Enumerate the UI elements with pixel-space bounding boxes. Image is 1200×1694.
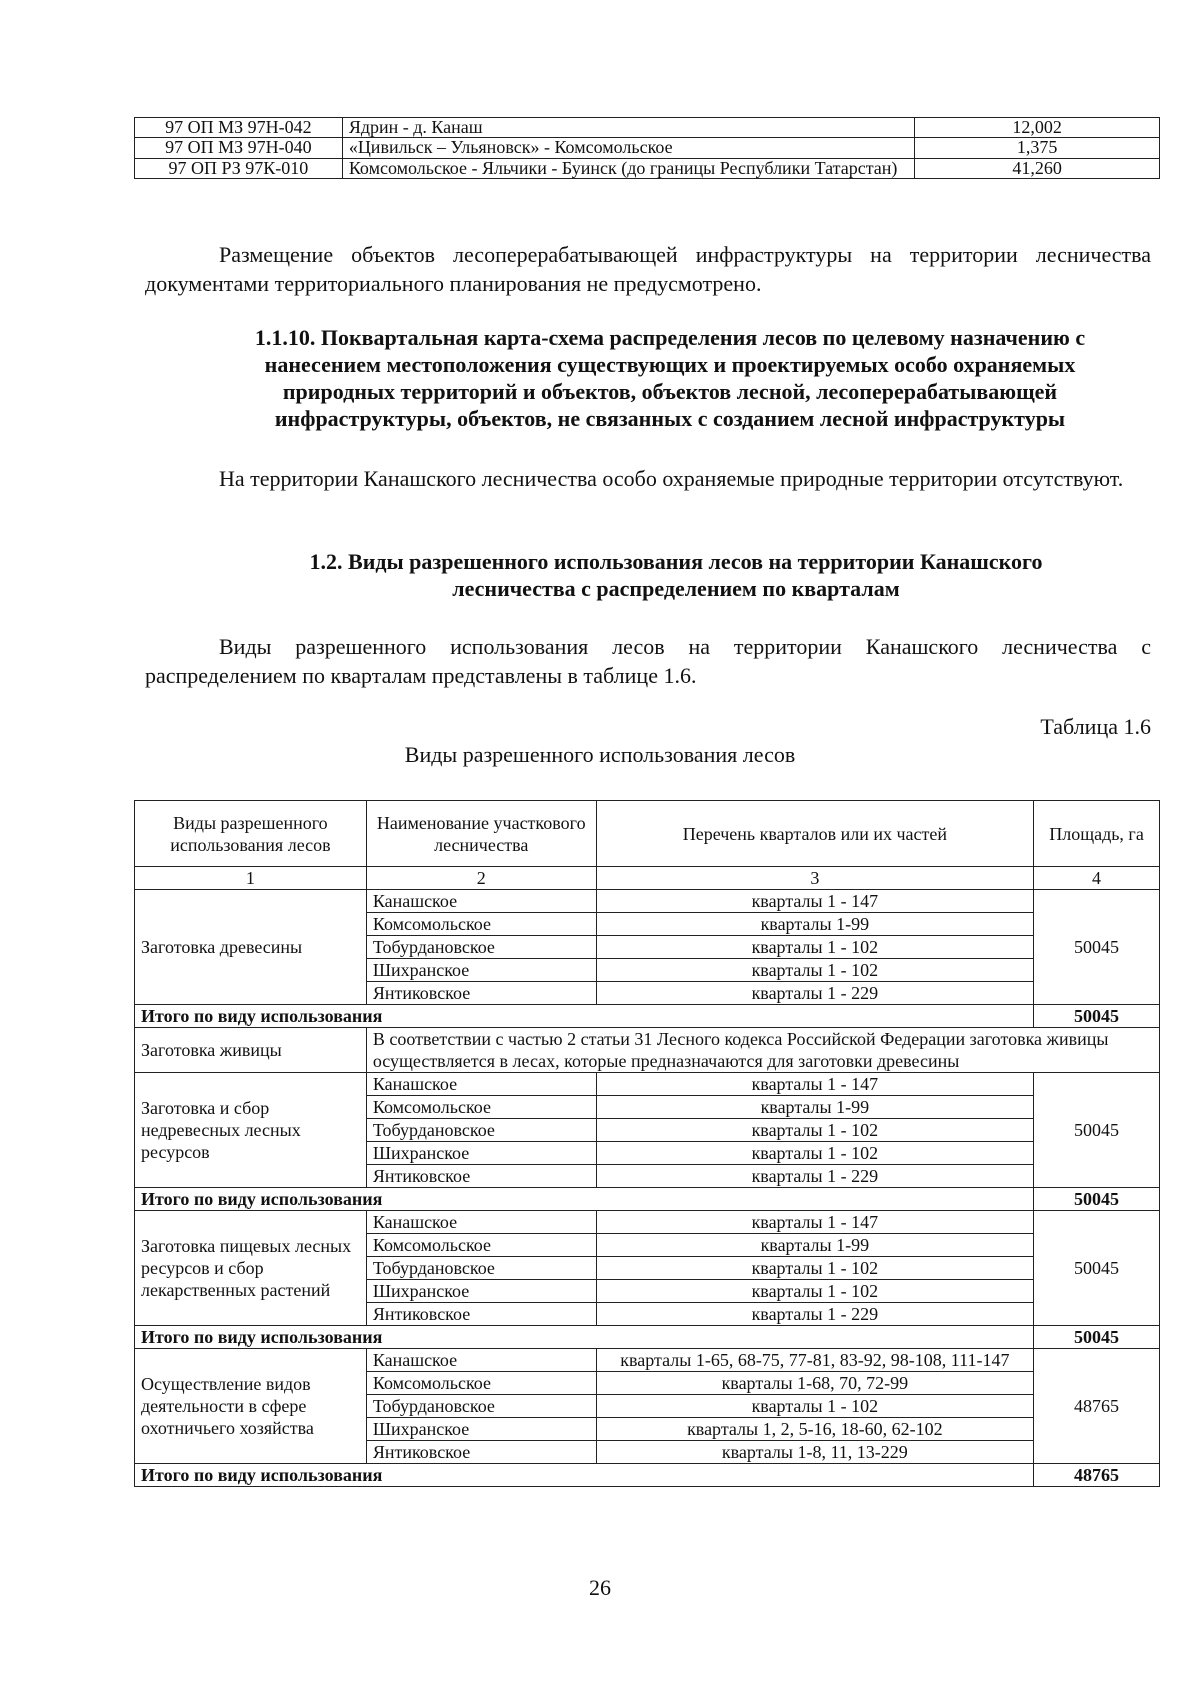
road-length: 12,002	[915, 118, 1160, 138]
road-row	[135, 138, 1160, 158]
total-row	[135, 1188, 1160, 1211]
heading-1-2	[260, 548, 1092, 602]
quarters-list: кварталы 1 - 229	[596, 982, 1033, 1005]
heading-line: природных территорий и объектов, объектов лесной, лесоперерабатывающей	[282, 379, 1058, 404]
forestry-name: Тобурдановское	[366, 936, 596, 959]
paragraph-table-intro: Виды разрешенного использования лесов на территории Канашского лесничества с распределением по кварталам представлены в таблице 1.6.	[145, 634, 1151, 688]
total-row	[135, 1326, 1160, 1349]
quarters-list: кварталы 1 - 102	[596, 959, 1033, 982]
column-header: Перечень кварталов или их частей	[596, 801, 1033, 867]
column-header: Площадь, га	[1034, 801, 1160, 867]
forestry-name: Комсомольское	[366, 913, 596, 936]
forestry-name: Шихранское	[366, 959, 596, 982]
road-length: 41,260	[915, 158, 1160, 178]
area-value: 50045	[1034, 890, 1160, 1005]
table-label: Таблица 1.6	[1040, 714, 1151, 739]
use-note: В соответствии с частью 2 статьи 31 Лесного кодекса Российской Федерации заготовка живицы осуществляется в лесах, которые предназначаются для заготовки древесины	[366, 1028, 1159, 1073]
roads-table	[134, 117, 1160, 179]
quarters-list: кварталы 1 - 147	[596, 890, 1033, 913]
total-label: Итого по виду использования	[135, 1005, 1034, 1028]
column-number: 2	[366, 867, 596, 890]
forestry-name: Янтиковское	[366, 982, 596, 1005]
quarters-list: кварталы 1-8, 11, 13-229	[596, 1441, 1033, 1464]
total-label: Итого по виду использования	[135, 1188, 1034, 1211]
column-number: 4	[1034, 867, 1160, 890]
quarters-list: кварталы 1, 2, 5-16, 18-60, 62-102	[596, 1418, 1033, 1441]
quarters-list: кварталы 1 - 102	[596, 1395, 1033, 1418]
page-number: 26	[589, 1575, 611, 1600]
column-number-row	[135, 867, 1160, 890]
paragraph-protected-areas: На территории Канашского лесничества особо охраняемые природные территории отсутствуют.	[219, 466, 1124, 491]
use-type: Заготовка живицы	[135, 1028, 367, 1073]
use-type: Заготовка пищевых лесных ресурсов и сбор лекарственных растений	[135, 1211, 367, 1326]
quarters-list: кварталы 1-68, 70, 72-99	[596, 1372, 1033, 1395]
heading-line: инфраструктуры, объектов, не связанных с созданием лесной инфраструктуры	[274, 406, 1066, 431]
quarters-list: кварталы 1 - 147	[596, 1073, 1033, 1096]
forestry-name: Шихранское	[366, 1280, 596, 1303]
quarters-list: кварталы 1-99	[596, 1096, 1033, 1119]
forestry-name: Канашское	[366, 890, 596, 913]
use-type: Осуществление видов деятельности в сфере охотничьего хозяйства	[135, 1349, 367, 1464]
column-header: Виды разрешенного использования лесов	[135, 801, 367, 867]
forestry-name: Янтиковское	[366, 1441, 596, 1464]
heading-line: лесничества с распределением по кварталам	[452, 576, 900, 601]
quarters-list: кварталы 1 - 102	[596, 936, 1033, 959]
forestry-name: Комсомольское	[366, 1096, 596, 1119]
heading-1-1-10	[190, 324, 1150, 432]
heading-line: 1.2. Виды разрешенного использования лесов на территории Канашского	[309, 549, 1043, 574]
road-length: 1,375	[915, 138, 1160, 158]
quarters-list: кварталы 1 - 102	[596, 1142, 1033, 1165]
heading-line: нанесением местоположения существующих и проектируемых особо охраняемых	[264, 352, 1076, 377]
quarters-list: кварталы 1-99	[596, 1234, 1033, 1257]
quarters-list: кварталы 1 - 229	[596, 1165, 1033, 1188]
road-name: Ядрин - д. Канаш	[342, 118, 914, 138]
area-value: 50045	[1034, 1211, 1160, 1326]
forestry-name: Шихранское	[366, 1418, 596, 1441]
table-title: Виды разрешенного использования лесов	[404, 742, 796, 767]
total-value: 50045	[1034, 1005, 1160, 1028]
total-row	[135, 1464, 1160, 1487]
table-header-row	[135, 801, 1160, 867]
quarters-list: кварталы 1 - 102	[596, 1257, 1033, 1280]
forestry-name: Янтиковское	[366, 1303, 596, 1326]
use-type: Заготовка древесины	[135, 890, 367, 1005]
road-code: 97 ОП РЗ 97К-010	[135, 158, 343, 178]
forestry-name: Тобурдановское	[366, 1395, 596, 1418]
quarters-list: кварталы 1 - 102	[596, 1119, 1033, 1142]
table-row	[135, 890, 1160, 913]
forestry-name: Тобурдановское	[366, 1257, 596, 1280]
paragraph-infrastructure: Размещение объектов лесоперерабатывающей инфраструктуры на территории лесничества документами территориального планирования не предусмотрено.	[145, 242, 1151, 296]
road-code: 97 ОП МЗ 97Н-042	[135, 118, 343, 138]
quarters-list: кварталы 1 - 229	[596, 1303, 1033, 1326]
forestry-name: Канашское	[366, 1211, 596, 1234]
forestry-name: Тобурдановское	[366, 1119, 596, 1142]
total-value: 50045	[1034, 1326, 1160, 1349]
forestry-name: Канашское	[366, 1349, 596, 1372]
forestry-name: Янтиковское	[366, 1165, 596, 1188]
forestry-name: Комсомольское	[366, 1234, 596, 1257]
use-note-row	[135, 1028, 1160, 1073]
column-number: 1	[135, 867, 367, 890]
area-value: 48765	[1034, 1349, 1160, 1464]
quarters-list: кварталы 1 - 147	[596, 1211, 1033, 1234]
road-name: «Цивильск – Ульяновск» - Комсомольское	[342, 138, 914, 158]
quarters-list: кварталы 1-99	[596, 913, 1033, 936]
quarters-list: кварталы 1 - 102	[596, 1280, 1033, 1303]
table-row	[135, 1073, 1160, 1096]
road-row	[135, 118, 1160, 138]
total-label: Итого по виду использования	[135, 1464, 1034, 1487]
column-number: 3	[596, 867, 1033, 890]
road-row	[135, 158, 1160, 178]
use-type: Заготовка и сбор недревесных лесных ресурсов	[135, 1073, 367, 1188]
total-row	[135, 1005, 1160, 1028]
forestry-name: Шихранское	[366, 1142, 596, 1165]
area-value: 50045	[1034, 1073, 1160, 1188]
forestry-name: Комсомольское	[366, 1372, 596, 1395]
road-name: Комсомольское - Яльчики - Буинск (до границы Республики Татарстан)	[342, 158, 914, 178]
total-value: 48765	[1034, 1464, 1160, 1487]
total-value: 50045	[1034, 1188, 1160, 1211]
table-row	[135, 1349, 1160, 1372]
column-header: Наименование участкового лесничества	[366, 801, 596, 867]
total-label: Итого по виду использования	[135, 1326, 1034, 1349]
forest-uses-table	[134, 800, 1160, 1487]
heading-line: 1.1.10. Поквартальная карта-схема распределения лесов по целевому назначению с	[254, 325, 1086, 350]
forestry-name: Канашское	[366, 1073, 596, 1096]
table-row	[135, 1211, 1160, 1234]
road-code: 97 ОП МЗ 97Н-040	[135, 138, 343, 158]
quarters-list: кварталы 1-65, 68-75, 77-81, 83-92, 98-108, 111-147	[596, 1349, 1033, 1372]
